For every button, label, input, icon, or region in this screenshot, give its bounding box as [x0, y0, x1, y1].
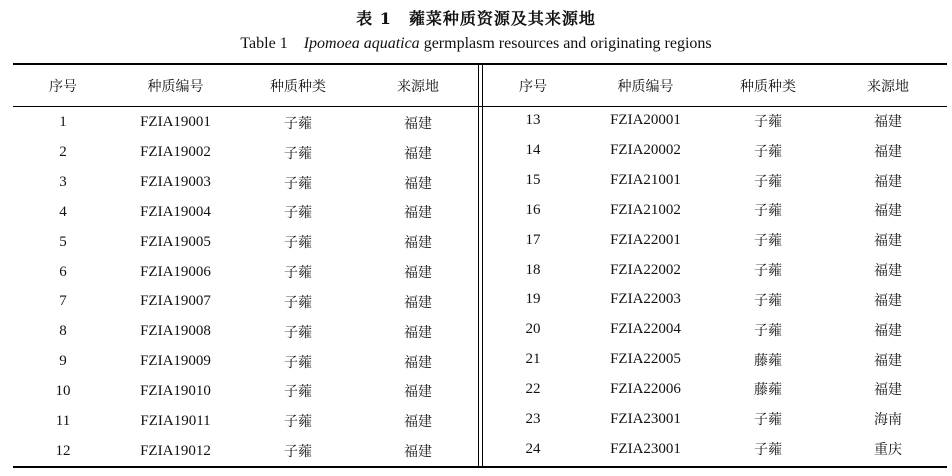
cell-germplasm-id: FZIA19007	[140, 293, 211, 310]
cell-origin: 海南	[874, 412, 902, 429]
cell-origin: 福建	[874, 382, 902, 399]
table-header-row	[13, 65, 478, 106]
table-row	[13, 317, 478, 347]
cell-index: 23	[525, 410, 541, 427]
cell-germplasm-id: FZIA19003	[140, 174, 211, 191]
cell-germplasm-type: 子蕹	[284, 384, 312, 401]
cell-origin: 福建	[404, 115, 432, 132]
table-caption-en	[0, 35, 952, 53]
cell-germplasm-id: FZIA22006	[610, 380, 681, 397]
cell-germplasm-id: FZIA19012	[140, 442, 211, 459]
table-row	[483, 166, 948, 196]
table-row	[483, 374, 948, 404]
cell-germplasm-id: FZIA22003	[610, 291, 681, 308]
header-origin: 来源地	[397, 78, 439, 95]
table-body-left	[13, 106, 478, 466]
table-caption-cn: 表 1 蕹菜种质资源及其来源地	[356, 9, 596, 28]
table-body-right	[483, 106, 948, 464]
table-row	[13, 406, 478, 436]
cell-origin: 福建	[874, 113, 902, 130]
cell-germplasm-type: 子蕹	[284, 175, 312, 192]
cell-origin: 福建	[404, 414, 432, 431]
cell-germplasm-type: 子蕹	[284, 145, 312, 162]
cell-index: 13	[525, 112, 541, 129]
cell-germplasm-id: FZIA22001	[610, 231, 681, 248]
table-row	[483, 136, 948, 166]
cell-origin: 福建	[404, 354, 432, 371]
cell-index: 11	[55, 412, 71, 429]
cell-origin: 福建	[874, 352, 902, 369]
cell-origin: 福建	[404, 384, 432, 401]
cell-index: 4	[59, 203, 67, 220]
cell-germplasm-type: 子蕹	[284, 294, 312, 311]
table-row	[483, 285, 948, 315]
cell-germplasm-type: 子蕹	[754, 173, 782, 190]
cell-index: 22	[525, 380, 541, 397]
cell-origin: 福建	[404, 145, 432, 162]
caption-species: Ipomoea aquatica	[303, 35, 420, 52]
cell-origin: 福建	[404, 444, 432, 461]
cell-origin: 福建	[874, 263, 902, 280]
cell-germplasm-id: FZIA19004	[140, 203, 211, 220]
table-left-half	[13, 65, 478, 466]
cell-germplasm-id: FZIA23001	[610, 440, 681, 457]
cell-origin: 福建	[404, 235, 432, 252]
cell-index: 7	[59, 293, 67, 310]
cell-germplasm-type: 子蕹	[284, 414, 312, 431]
cell-germplasm-type: 藤蕹	[754, 352, 782, 369]
cell-germplasm-id: FZIA19001	[140, 114, 211, 131]
cell-germplasm-type: 子蕹	[284, 324, 312, 341]
cell-germplasm-id: FZIA19002	[140, 144, 211, 161]
table-right-half	[483, 65, 948, 464]
table-divider-line	[478, 63, 479, 468]
cell-germplasm-type: 子蕹	[284, 265, 312, 282]
cell-germplasm-type: 子蕹	[284, 205, 312, 222]
cell-origin: 福建	[404, 175, 432, 192]
cell-index: 19	[525, 291, 541, 308]
cell-origin: 福建	[404, 265, 432, 282]
cell-germplasm-id: FZIA19010	[140, 382, 211, 399]
cell-origin: 福建	[404, 324, 432, 341]
cell-germplasm-type: 子蕹	[754, 113, 782, 130]
header-index: 序号	[49, 78, 77, 95]
table-row	[13, 227, 478, 257]
cell-origin: 福建	[874, 173, 902, 190]
table-row	[13, 168, 478, 198]
cell-origin: 重庆	[874, 442, 902, 459]
table-row	[13, 436, 478, 466]
cell-germplasm-type: 子蕹	[754, 143, 782, 160]
table-row	[483, 255, 948, 285]
table-row	[483, 434, 948, 464]
cell-germplasm-type: 藤蕹	[754, 382, 782, 399]
cell-index: 14	[525, 142, 541, 159]
table-row	[483, 225, 948, 255]
caption-description: germplasm resources and originating regions	[423, 35, 712, 52]
cell-germplasm-id: FZIA19009	[140, 353, 211, 370]
cell-germplasm-type: 子蕹	[284, 444, 312, 461]
cell-germplasm-type: 子蕹	[284, 354, 312, 371]
cell-origin: 福建	[874, 233, 902, 250]
table-row	[483, 404, 948, 434]
cell-index: 2	[59, 144, 67, 161]
cell-germplasm-id: FZIA19011	[140, 412, 211, 429]
cell-germplasm-type: 子蕹	[754, 233, 782, 250]
header-origin: 来源地	[867, 78, 909, 95]
table-row	[483, 345, 948, 375]
cell-germplasm-type: 子蕹	[754, 412, 782, 429]
cell-index: 1	[59, 114, 67, 131]
cell-index: 3	[59, 174, 67, 191]
cell-germplasm-type: 子蕹	[754, 263, 782, 280]
cell-germplasm-id: FZIA19008	[140, 323, 211, 340]
cell-germplasm-id: FZIA20001	[610, 112, 681, 129]
cell-germplasm-id: FZIA21001	[610, 172, 681, 189]
table-row	[13, 376, 478, 406]
table-row	[13, 108, 478, 138]
table-row	[483, 106, 948, 136]
cell-index: 18	[525, 261, 541, 278]
cell-index: 6	[59, 263, 67, 280]
table-bottom-rule	[13, 466, 947, 468]
header-germplasm-id: 种质编号	[147, 78, 204, 95]
cell-germplasm-id: FZIA20002	[610, 142, 681, 159]
cell-origin: 福建	[874, 322, 902, 339]
cell-germplasm-id: FZIA19006	[140, 263, 211, 280]
cell-germplasm-type: 子蕹	[754, 292, 782, 309]
header-germplasm-type: 种质种类	[740, 78, 796, 95]
cell-germplasm-type: 子蕹	[284, 235, 312, 252]
cell-origin: 福建	[404, 205, 432, 222]
table-row	[483, 315, 948, 345]
cell-index: 17	[525, 231, 541, 248]
cell-index: 8	[59, 323, 67, 340]
header-germplasm-type: 种质种类	[270, 78, 326, 95]
table-row	[13, 347, 478, 377]
cell-germplasm-id: FZIA21002	[610, 201, 681, 218]
cell-germplasm-id: FZIA19005	[140, 233, 211, 250]
cell-index: 20	[525, 321, 541, 338]
cell-index: 5	[59, 233, 67, 250]
cell-index: 24	[525, 440, 541, 457]
table-header-row	[483, 65, 948, 106]
cell-index: 16	[525, 201, 541, 218]
cell-index: 9	[59, 353, 67, 370]
cell-origin: 福建	[874, 203, 902, 220]
cell-index: 12	[55, 442, 71, 459]
cell-germplasm-id: FZIA23001	[610, 410, 681, 427]
header-germplasm-id: 种质编号	[617, 78, 674, 95]
cell-origin: 福建	[874, 292, 902, 309]
cell-index: 10	[55, 382, 71, 399]
table-row	[13, 257, 478, 287]
cell-germplasm-id: FZIA22002	[610, 261, 681, 278]
cell-index: 21	[525, 351, 541, 368]
header-index: 序号	[519, 78, 547, 95]
cell-germplasm-type: 子蕹	[284, 115, 312, 132]
cell-germplasm-id: FZIA22004	[610, 321, 681, 338]
table-row	[13, 287, 478, 317]
cell-germplasm-id: FZIA22005	[610, 351, 681, 368]
cell-germplasm-type: 子蕹	[754, 442, 782, 459]
cell-germplasm-type: 子蕹	[754, 322, 782, 339]
cell-germplasm-type: 子蕹	[754, 203, 782, 220]
table-row	[13, 197, 478, 227]
cell-index: 15	[525, 172, 541, 189]
cell-origin: 福建	[404, 294, 432, 311]
cell-origin: 福建	[874, 143, 902, 160]
table-row	[13, 138, 478, 168]
caption-label: Table 1	[240, 35, 288, 52]
table-row	[483, 195, 948, 225]
